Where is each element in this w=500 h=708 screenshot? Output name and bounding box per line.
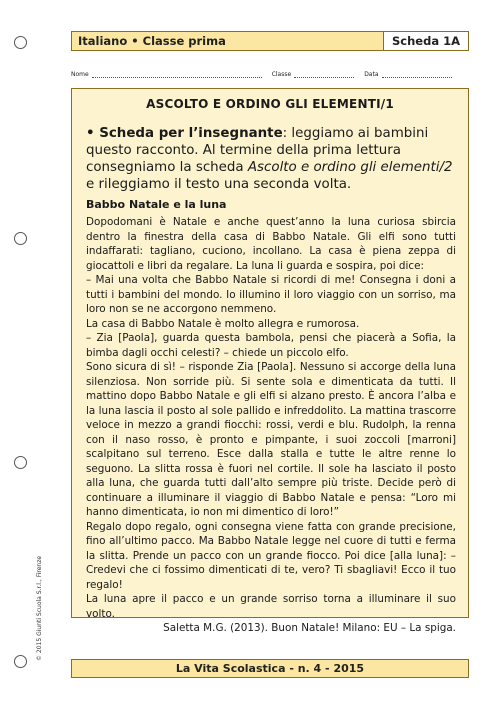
date-label: Data: [364, 71, 379, 78]
story-paragraph: Regalo dopo regalo, ogni consegna viene fatta con grande precisione, fino all’ultimo pacco. Ma Babbo Natale legge nel cuore di tutti e ferma la slitta. Prende un pacco con un grande fiocco. Poi dice [alla luna]: – Credevi che ci fossimo dimenticati di te, vero? Ti sbagliavi! Ecco il tuo regalo!: [86, 520, 456, 591]
binder-hole-1: [14, 36, 27, 49]
footer-bar: [71, 659, 469, 678]
story-paragraph: La casa di Babbo Natale è molto allegra e rumorosa.: [86, 317, 360, 330]
story-citation: Saletta M.G. (2013). Buon Natale! Milano: EU – La spiga.: [163, 622, 456, 634]
story-paragraph: – Mai una volta che Babbo Natale si ricordi di me! Consegna i doni a tutti i bambini del mondo. Io illumino il loro viaggio con un sorriso, ma loro non se ne accorgono nemmeno.: [86, 274, 456, 315]
student-fields: [71, 66, 469, 78]
intro-italic: Ascolto e ordino gli elementi/2: [247, 160, 453, 175]
story-paragraph: Sono sicura di sì! – risponde Zia [Paola]. Nessuno si accorge della luna silenziosa. Non sorride più. Si sente sola e dimenticata da tutti. Il mattino dopo Babbo Natale e gli elfi si alzano presto. È ancora l’alba e la luna lascia il posto al sole pallido e infreddolito. La mattina trascorre veloce in mezzo a grandi fiocchi: rossi, verdi e blu. Rudolph, la renna con il naso rosso, è pronto e pimpante, i suoi zoccoli [marroni] scalpitano sul terreno. Esce dalla stalla e tutte le altre renne lo seguono. La slitta rossa è fuori nel cortile. Il sole ha lasciato il posto alla luna, che guarda tutti dall’alto sempre più triste. Decide però di continuare a illuminare il viaggio di Babbo Natale e pensa: “Loro mi hanno dimenticata, io non mi dimentico di loro!”: [86, 361, 456, 518]
story-text: [86, 215, 456, 636]
story-paragraph: – Zia [Paola], guarda questa bambola, pensi che piacerà a Sofia, la bimba dagli occhi celesti? – chiede un piccolo elfo.: [86, 332, 456, 359]
class-label: Classe: [271, 71, 292, 78]
binder-hole-2: [14, 232, 27, 245]
date-field[interactable]: [382, 71, 452, 78]
name-label: Nome: [71, 71, 89, 78]
worksheet-title: ASCOLTO E ORDINO GLI ELEMENTI/1: [146, 97, 394, 111]
binder-hole-3: [14, 456, 27, 469]
intro-heading: • Scheda per l’insegnante: [86, 126, 283, 141]
magazine-issue: La Vita Scolastica - n. 4 - 2015: [175, 662, 365, 675]
teacher-instructions: [86, 125, 454, 193]
subject-label: Italiano • Classe prima: [78, 34, 226, 48]
header-bar: [71, 31, 469, 51]
name-field[interactable]: [92, 71, 262, 78]
intro-text-2: e rileggiamo il testo una seconda volta.: [86, 177, 352, 192]
story-title: Babbo Natale e la luna: [86, 198, 227, 211]
sheet-id: Scheda 1A: [383, 32, 468, 50]
class-field[interactable]: [294, 71, 354, 78]
worksheet-card: [71, 88, 469, 634]
copyright-notice: © 2015 Giunti Scuola S.r.l., Firenze: [36, 555, 43, 661]
intro-text-1: : leggiamo ai bambini questo racconto. Al termine della prima lettura consegniamo la scheda: [86, 126, 429, 175]
story-paragraph: Dopodomani è Natale e anche quest’anno la luna curiosa sbircia dentro la finestra della casa di Babbo Natale. Gli elfi sono tutti indaffarati: tagliano, cuciono, incollano. La casa è piena zeppa di giocattoli e libri da regalare. La luna li guarda e sospira, poi dice:: [86, 216, 456, 272]
story-paragraph: La luna apre il pacco e un grande sorriso torna a illuminare il suo volto.: [86, 593, 456, 620]
binder-hole-4: [14, 655, 27, 668]
